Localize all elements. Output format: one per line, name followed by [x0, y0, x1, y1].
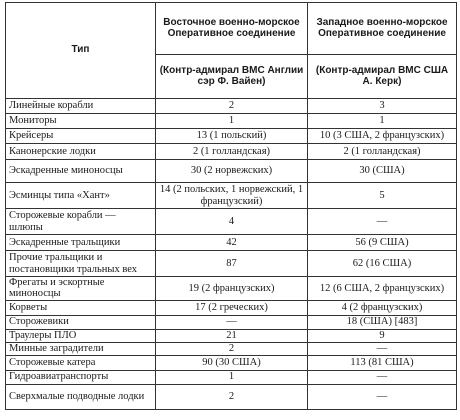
row-east-cell: 14 (2 польских, 1 норвежский, 1 французский) [156, 183, 308, 209]
row-west-cell: 4 (2 французских) [308, 300, 457, 315]
table-row [6, 235, 457, 251]
table-row [6, 251, 457, 277]
row-east-cell: 4 [156, 209, 308, 235]
row-west-cell: 5 [308, 183, 457, 209]
row-type-cell: Корветы [6, 300, 156, 315]
row-type-cell: Эскадренные тральщики [6, 235, 156, 251]
row-type-cell: Мониторы [6, 114, 156, 129]
table-row [6, 329, 457, 342]
row-east-cell: 87 [156, 251, 308, 277]
table-row [6, 277, 457, 301]
row-east-cell: 19 (2 французских) [156, 277, 308, 301]
row-west-cell: 12 (6 США, 2 французских) [308, 277, 457, 301]
row-type-cell: Прочие тральщики и постановщики тральных вех [6, 251, 156, 277]
row-east-cell: 2 [156, 342, 308, 355]
fleet-table-container [5, 2, 456, 410]
row-east-cell: 2 [156, 99, 308, 114]
row-west-cell: 9 [308, 329, 457, 342]
table-row [6, 99, 457, 114]
row-type-cell: Сторожевики [6, 315, 156, 329]
row-type-cell: Линейные корабли [6, 99, 156, 114]
table-row [6, 160, 457, 183]
row-west-cell: 56 (9 США) [308, 235, 457, 251]
row-type-cell: Гидроавиатранспорты [6, 370, 156, 384]
header-west-commander: (Контр-адмирал ВМС США А. Керк) [308, 55, 457, 99]
row-west-cell: — [308, 370, 457, 384]
row-type-cell: Траулеры ПЛО [6, 329, 156, 342]
row-east-cell: 42 [156, 235, 308, 251]
row-east-cell: 2 [156, 384, 308, 409]
table-row [6, 209, 457, 235]
row-west-cell: 62 (16 США) [308, 251, 457, 277]
row-east-cell: 90 (30 США) [156, 355, 308, 370]
table-row [6, 355, 457, 370]
row-type-cell: Канонерские лодки [6, 144, 156, 160]
row-type-cell: Сверхмалые подводные лодки [6, 384, 156, 409]
row-east-cell: 21 [156, 329, 308, 342]
row-type-cell: Минные заградители [6, 342, 156, 355]
row-east-cell: 2 (1 голландская) [156, 144, 308, 160]
table-row [6, 370, 457, 384]
fleet-composition-table [5, 2, 457, 410]
row-east-cell: 17 (2 греческих) [156, 300, 308, 315]
row-east-cell: 30 (2 норвежских) [156, 160, 308, 183]
table-row [6, 183, 457, 209]
row-west-cell: 113 (81 США) [308, 355, 457, 370]
table-row [6, 384, 457, 409]
row-east-cell: 1 [156, 370, 308, 384]
row-west-cell: 30 (США) [308, 160, 457, 183]
header-east-commander: (Контр-адмирал ВМС Англии сэр Ф. Вайен) [156, 55, 308, 99]
table-row [6, 114, 457, 129]
row-type-cell: Эсминцы типа «Хант» [6, 183, 156, 209]
row-type-cell: Сторожевые катера [6, 355, 156, 370]
table-row [6, 342, 457, 355]
header-type: Тип [6, 3, 156, 99]
row-west-cell: — [308, 209, 457, 235]
table-row [6, 300, 457, 315]
table-row [6, 129, 457, 144]
table-row [6, 144, 457, 160]
header-west-force: Западное военно-морское Оперативное соединение [308, 3, 457, 55]
row-west-cell: 3 [308, 99, 457, 114]
row-type-cell: Фрегаты и эскортные миноносцы [6, 277, 156, 301]
row-east-cell: — [156, 315, 308, 329]
table-body [6, 99, 457, 410]
row-type-cell: Эскадренные миноносцы [6, 160, 156, 183]
row-west-cell: 2 (1 голландская) [308, 144, 457, 160]
header-east-force: Восточное военно-морское Оперативное соединение [156, 3, 308, 55]
table-row [6, 315, 457, 329]
row-type-cell: Крейсеры [6, 129, 156, 144]
row-west-cell: 10 (3 США, 2 французских) [308, 129, 457, 144]
row-east-cell: 13 (1 польский) [156, 129, 308, 144]
row-west-cell: 18 (США) [483] [308, 315, 457, 329]
row-west-cell: — [308, 342, 457, 355]
row-type-cell: Сторожевые корабли — шлюпы [6, 209, 156, 235]
row-east-cell: 1 [156, 114, 308, 129]
header-row [6, 3, 457, 55]
row-west-cell: 1 [308, 114, 457, 129]
row-west-cell: — [308, 384, 457, 409]
